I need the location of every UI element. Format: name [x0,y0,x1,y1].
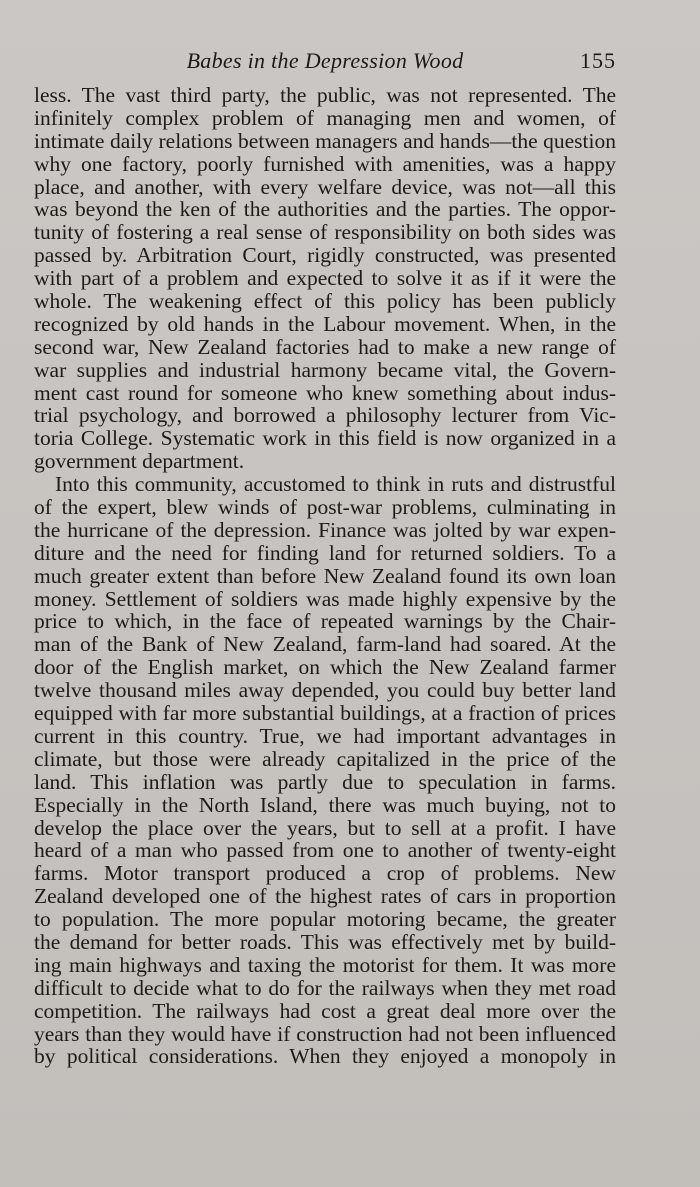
text-line: the hurricane of the depression. Finance was jolted by war expen- [34,517,616,542]
text-line: second war, New Zealand factories had to make a new range of [34,334,616,359]
text-line: why one factory, poorly furnished with amenities, was a happy [34,151,616,176]
text-line: equipped with far more substantial buildings, at a fraction of prices [34,701,616,726]
text-line: Zealand developed one of the highest rates of cars in proportion [34,884,616,909]
text-line: to population. The more popular motoring became, the greater [34,907,616,932]
text-line: of the expert, blew winds of post-war problems, culminating in [34,495,616,520]
text-line: ing main highways and taxing the motorist for them. It was more [34,952,616,977]
paragraph-end-line: government department. [34,449,245,474]
text-line: toria College. Systematic work in this field is now organized in a [34,426,616,451]
text-line: war supplies and industrial harmony became vital, the Govern- [34,357,616,382]
text-line: tunity of fostering a real sense of responsibility on both sides was [34,220,616,245]
text-line: difficult to decide what to do for the railways when they met road [34,975,616,1000]
text-line: recognized by old hands in the Labour movement. When, in the [34,311,616,336]
text-line: less. The vast third party, the public, was not represented. The [34,83,616,107]
text-line: climate, but those were already capitalized in the price of the [34,746,616,771]
text-line: price to which, in the face of repeated warnings by the Chair- [34,609,616,634]
paragraph-start-line: Into this community, accustomed to think in ruts and distrustful [55,472,616,497]
text-line: intimate daily relations between managers and hands—the question [34,128,616,153]
page-number: 155 [580,48,616,73]
body-text [34,84,616,1068]
text-line: current in this country. True, we had important advantages in [34,723,616,748]
text-line: money. Settlement of soldiers was made highly expensive by the [34,586,616,611]
text-line: infinitely complex problem of managing men and women, of [34,105,616,130]
text-line: with part of a problem and expected to solve it as if it were the [34,266,616,291]
text-line: diture and the need for finding land for returned soldiers. To a [34,540,616,565]
text-line: trial psychology, and borrowed a philosophy lecturer from Vic- [34,403,616,428]
text-line: by political considerations. When they enjoyed a monopoly in [34,1044,616,1069]
running-title: Babes in the Depression Wood [186,48,464,73]
running-head [34,48,616,78]
text-line: competition. The railways had cost a great deal more over the [34,998,616,1023]
text-line: twelve thousand miles away depended, you could buy better land [34,678,616,703]
text-line: years than they would have if construction had not been influenced [34,1021,616,1046]
text-line: whole. The weakening effect of this policy has been publicly [34,289,616,314]
text-line: the demand for better roads. This was effectively met by build- [34,929,616,954]
text-line: land. This inflation was partly due to speculation in farms. [34,769,616,794]
text-line: much greater extent than before New Zealand found its own loan [34,563,616,588]
text-line: develop the place over the years, but to sell at a profit. I have [34,815,616,840]
text-line: place, and another, with every welfare device, was not—all this [34,174,616,199]
text-line: ment cast round for someone who knew something about indus- [34,380,616,405]
text-line: heard of a man who passed from one to another of twenty-eight [34,838,616,863]
text-line: door of the English market, on which the New Zealand farmer [34,655,616,680]
text-line: farms. Motor transport produced a crop of problems. New [34,861,616,886]
text-line: was beyond the ken of the authorities and the parties. The oppor- [34,197,616,222]
text-line: man of the Bank of New Zealand, farm-land had soared. At the [34,632,616,657]
text-line: passed by. Arbitration Court, rigidly constructed, was presented [34,243,616,268]
text-line: Especially in the North Island, there was much buying, not to [34,792,616,817]
